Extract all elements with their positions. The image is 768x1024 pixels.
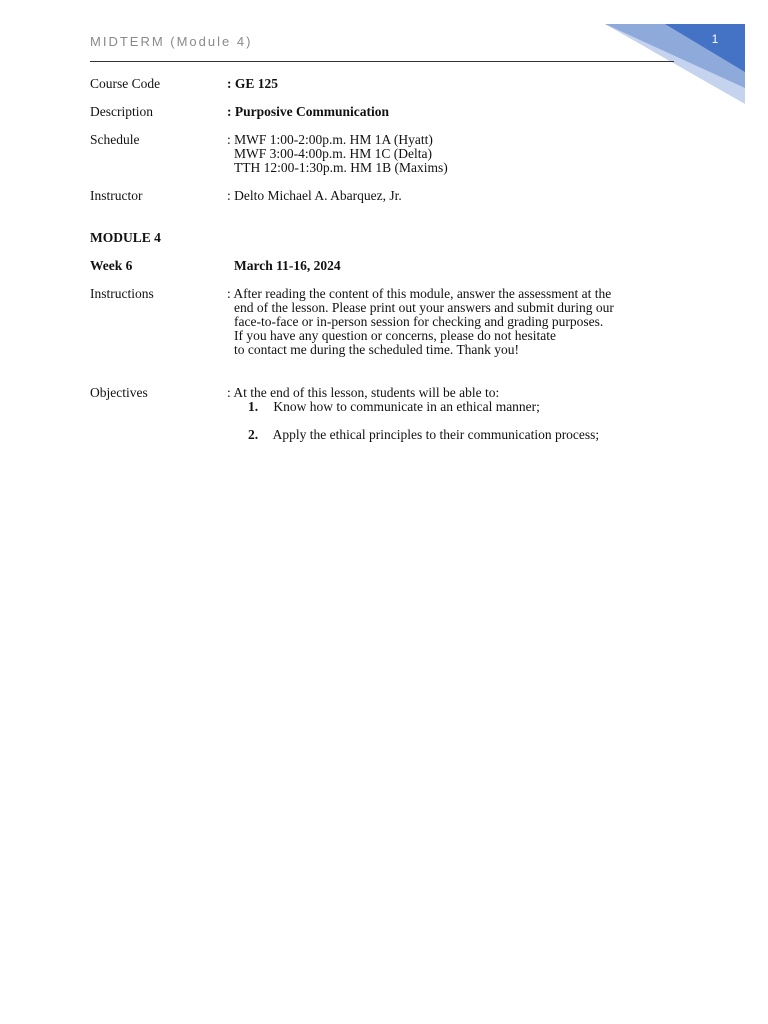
page-number: 1 — [711, 32, 719, 46]
schedule-line: : MWF 1:00-2:00p.m. HM 1A (Hyatt) — [227, 132, 433, 147]
schedule-label: Schedule — [90, 132, 140, 147]
instructions-line: face-to-face or in-person session for checking and grading purposes. — [234, 314, 604, 329]
header-rule — [90, 61, 674, 62]
objective-number: 2. — [248, 427, 259, 442]
instructions-line: end of the lesson. Please print out your answers and submit during our — [234, 300, 614, 315]
corner-decoration — [0, 0, 768, 140]
instructor-label: Instructor — [90, 188, 143, 203]
schedule-value — [227, 133, 687, 175]
objective-item — [248, 428, 599, 442]
instructions-line: to contact me during the scheduled time. Thank you! — [234, 342, 520, 357]
instructions-line: If you have any question or concerns, please do not hesitate — [234, 328, 557, 343]
objectives-intro: : At the end of this lesson, students will be able to: — [227, 385, 500, 400]
objective-text: Apply the ethical principles to their communication process; — [272, 427, 600, 442]
week-dates: March 11-16, 2024 — [234, 258, 341, 273]
description-label: Description — [90, 104, 153, 119]
objectives-label: Objectives — [90, 385, 148, 400]
objective-text: Know how to communicate in an ethical manner; — [273, 399, 540, 414]
schedule-line: TTH 12:00-1:30p.m. HM 1B (Maxims) — [234, 160, 448, 175]
objective-number: 1. — [248, 399, 259, 414]
module-title: MODULE 4 — [90, 230, 161, 245]
description-value: : Purposive Communication — [227, 104, 389, 119]
week-label: Week 6 — [90, 258, 133, 273]
instructions-label: Instructions — [90, 286, 154, 301]
instructions-line: : After reading the content of this module, answer the assessment at the — [227, 286, 612, 301]
course-code-value: : GE 125 — [227, 76, 279, 91]
course-code-label: Course Code — [90, 76, 161, 91]
instructions-text — [227, 287, 687, 357]
header-title: MIDTERM (Module 4) — [90, 34, 253, 49]
instructor-value: : Delto Michael A. Abarquez, Jr. — [227, 188, 402, 203]
objective-item — [248, 400, 540, 414]
schedule-line: MWF 3:00-4:00p.m. HM 1C (Delta) — [234, 146, 432, 161]
